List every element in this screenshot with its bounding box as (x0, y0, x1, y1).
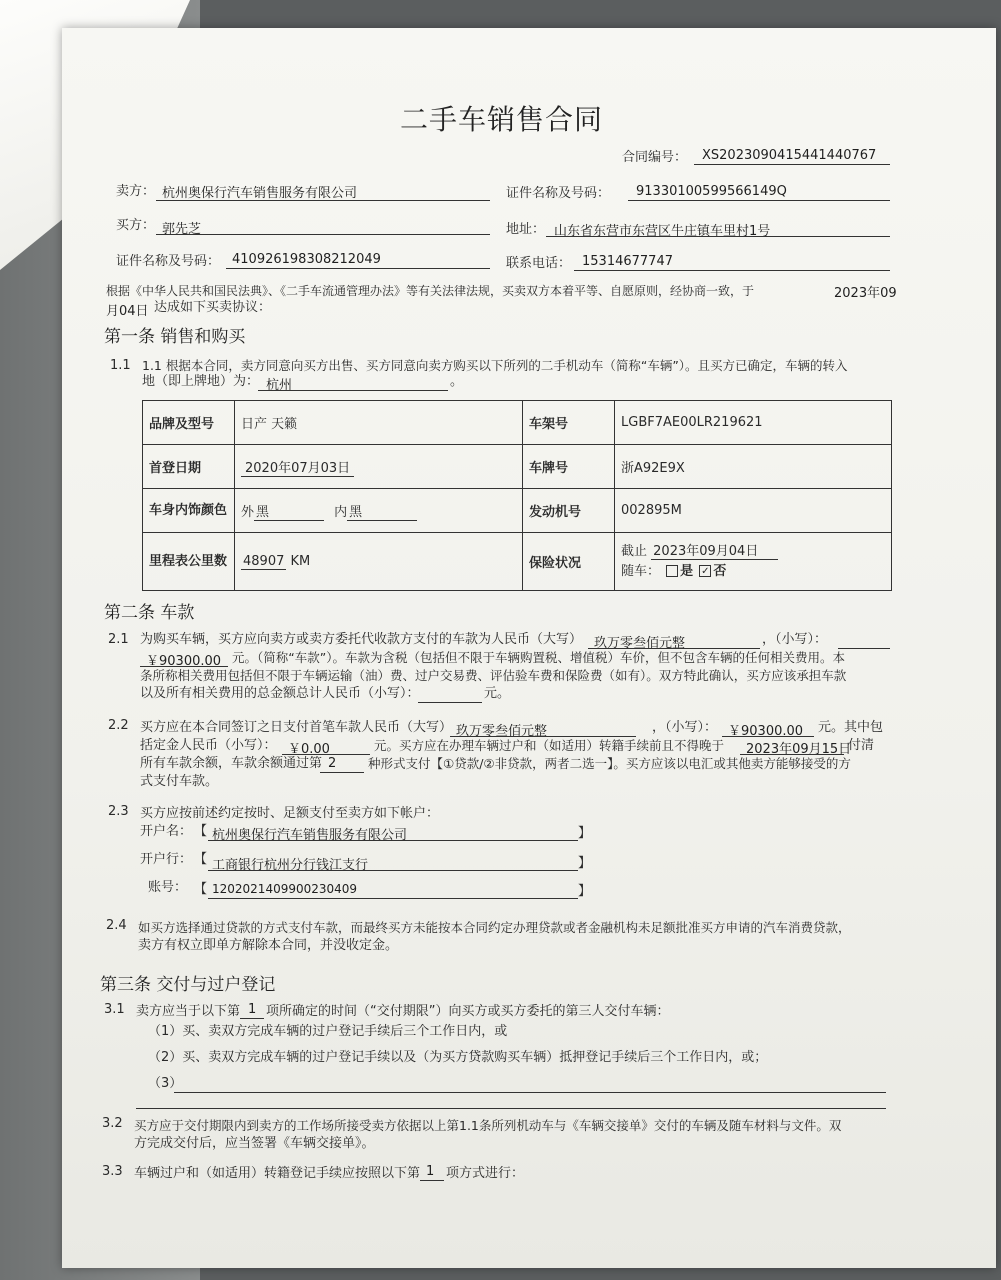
seller-label: 卖方： (116, 184, 156, 199)
brand-value: 日产 天籁 (235, 401, 523, 445)
clause-3-3-line-1b: 项方式进行： (446, 1166, 525, 1181)
insurance-no-checkbox[interactable]: ✓ (701, 566, 710, 577)
interior-label: 内 (334, 504, 348, 520)
clause-3-1-line-1b: 项所确定的时间（“交付期限”）向买方或买方委托的第三人交付车辆： (266, 1004, 670, 1019)
clause-2-4-line-2: 卖方有权立即单方解除本合同，并没收定金。 (138, 938, 399, 953)
insurance-with-row (621, 562, 885, 582)
registration-date-cell (235, 445, 523, 489)
contract-no-label: 合同编号： (622, 150, 688, 165)
underline (240, 1018, 264, 1019)
buyer-label: 买方： (116, 218, 156, 233)
underline (282, 754, 370, 755)
underline (740, 754, 844, 755)
underline (546, 236, 890, 237)
vin-value: LGBF7AE00LR219621 (615, 401, 892, 445)
clause-3-1-line-1a: 卖方应当于以下第 (136, 1004, 241, 1019)
underline (722, 736, 814, 737)
clause-number: 2.2 (108, 718, 129, 733)
underline (418, 702, 482, 703)
underline (320, 772, 364, 773)
bracket-open: 【 (194, 852, 208, 867)
preamble-date-part1: 2023年09 (834, 286, 897, 301)
account-bank-label: 开户行： (140, 852, 193, 867)
underline (208, 898, 578, 899)
underline (156, 200, 490, 201)
buyer-name: 郭先芝 (162, 222, 202, 237)
clause-2-1-line-4b: 元。 (484, 686, 511, 701)
registration-date-label: 首登日期 (143, 445, 235, 489)
bracket-open: 【 (194, 824, 208, 839)
clause-number: 3.1 (104, 1002, 125, 1017)
underline (208, 870, 578, 871)
buyer-id-label: 证件名称及号码： (116, 254, 221, 269)
vehicle-info-table (142, 400, 892, 591)
delivery-option-choice: 1 (248, 1002, 257, 1017)
account-name-label: 开户名： (140, 824, 193, 839)
first-payment-amount: ￥90300.00 (728, 724, 804, 739)
clause-2-2-line-1c: 元。其中包 (818, 720, 884, 735)
buyer-phone-label: 联系电话： (506, 256, 572, 271)
insurance-yes-checkbox[interactable] (666, 565, 678, 577)
color-label: 车身内饰颜色 (143, 489, 235, 533)
insurance-no-label: 否 (713, 563, 727, 579)
underline (258, 390, 448, 391)
clause-2-4-line-1: 如买方选择通过贷款的方式支付车款，而最终买方未能按本合同约定办理贷款或者金融机构未足额批准买方申请的汽车消费贷款， (138, 920, 851, 935)
underline (226, 268, 490, 269)
bracket-open: 【 (194, 882, 208, 897)
clause-number: 1.1 (110, 358, 131, 373)
underline (420, 1180, 444, 1181)
clause-2-2-line-1a: 买方应在本合同签订之日支付首笔车款人民币（大写） (140, 720, 453, 735)
clause-1-1-line-2: 地（即上牌地）为： (142, 374, 260, 389)
delivery-option-2: （2）买、卖双方完成车辆的过户登记手续以及（为买方贷款购买车辆）抵押登记手续后三个工作日内，或； (148, 1050, 768, 1065)
underline (140, 666, 228, 667)
buyer-address-label: 地址： (506, 222, 546, 237)
first-payment-in-words: 玖万零叁佰元整 (456, 724, 548, 739)
clause-2-2-line-2a: 括定金人民币（小写）： (140, 738, 277, 753)
seller-id-label: 证件名称及号码： (506, 186, 611, 201)
clause-2-2-line-1b: ，（小写）： (652, 720, 718, 735)
interior-color: 黑 (347, 501, 417, 521)
account-name-value: 杭州奥保行汽车销售服务有限公司 (212, 828, 408, 843)
preamble-line-2: 达成如下买卖协议： (154, 300, 272, 315)
clause-2-2-line-4: 式支付车款。 (140, 774, 219, 789)
insurance-cell (615, 533, 892, 591)
clause-number: 2.1 (108, 632, 129, 647)
engine-label: 发动机号 (523, 489, 615, 533)
mileage-unit: KM (290, 554, 311, 569)
price-in-words: 玖万零叁佰元整 (594, 636, 686, 651)
underline (174, 1092, 886, 1093)
underline (694, 164, 890, 165)
insurance-label: 保险状况 (523, 533, 615, 591)
bracket-close: 】 (578, 826, 592, 841)
article-1-title: 第一条 销售和购买 (104, 327, 246, 347)
underline (450, 736, 636, 737)
brand-label: 品牌及型号 (143, 401, 235, 445)
price-amount: ￥90300.00 (146, 654, 222, 669)
insurance-until-row (621, 542, 885, 562)
article-2-title: 第二条 车款 (104, 603, 195, 623)
payment-deadline: 2023年09月15日 (746, 742, 852, 757)
delivery-option-3: （3） (148, 1076, 183, 1091)
clause-2-3-line-1: 买方应按前述约定按时、足额支付至卖方如下帐户： (140, 806, 440, 821)
underline (574, 270, 890, 271)
buyer-id-value: 410926198308212049 (232, 252, 381, 267)
contract-page (62, 28, 996, 1268)
mileage-cell (235, 533, 523, 591)
transfer-city: 杭州 (266, 378, 293, 393)
account-bank-value: 工商银行杭州分行钱江支行 (212, 858, 369, 873)
mileage-value: 48907 (243, 554, 285, 569)
clause-2-2-line-2c: 付清 (848, 738, 875, 753)
clause-number: 2.3 (108, 804, 129, 819)
vin-label: 车架号 (523, 401, 615, 445)
insurance-with-label: 随车： (621, 563, 661, 579)
engine-value: 002895M (615, 489, 892, 533)
clause-2-1-line-2: 元。（简称“车款”）。车款为含税（包括但不限于车辆购置税、增值税）车价，但不包含车辆的任何相关费用。本 (232, 650, 845, 665)
account-number-value: 1202021409900230409 (212, 882, 358, 896)
underline (136, 1108, 886, 1109)
clause-number: 3.2 (102, 1116, 123, 1131)
bracket-close: 】 (578, 856, 592, 871)
underline (208, 840, 578, 841)
bracket-close: 】 (578, 884, 592, 899)
preamble-line-1: 根据《中华人民共和国民法典》、《二手车流通管理办法》等有关法律法规，买卖双方本着平等、自愿原则，经协商一致，于 (106, 284, 755, 298)
seller-name: 杭州奥保行汽车销售服务有限公司 (162, 186, 358, 201)
clause-3-3-line-1a: 车辆过户和（如适用）转籍登记手续应按照以下第 (134, 1166, 421, 1181)
payment-method-choice: 2 (328, 756, 337, 771)
document-title: 二手车销售合同 (400, 103, 604, 136)
exterior-label: 外 (241, 504, 255, 520)
color-cell (235, 489, 523, 533)
transfer-option-choice: 1 (426, 1164, 435, 1179)
underline (156, 234, 490, 235)
delivery-option-1: （1）买、卖双方完成车辆的过户登记手续后三个工作日内，或 (148, 1024, 508, 1039)
clause-3-2-line-2: 方完成交付后，应当签署《车辆交接单》。 (134, 1136, 375, 1151)
exterior-color: 黑 (254, 501, 324, 521)
clause-end-mark: 。 (450, 374, 464, 389)
registration-date-value: 2020年07月03日 (241, 461, 354, 477)
clause-2-1-line-1a: 为购买车辆，买方应向卖方或卖方委托代收款方支付的车款为人民币（大写） (140, 632, 583, 647)
underline (588, 648, 760, 649)
clause-2-2-line-3a: 所有车款余额，车款余额通过第 (140, 756, 323, 771)
underline (838, 648, 890, 649)
underline (628, 200, 890, 201)
clause-number: 3.3 (102, 1164, 123, 1179)
account-number-label: 账号： (148, 880, 188, 895)
seller-id-value: 91330100599566149Q (636, 184, 787, 199)
clause-2-1-line-3: 条所称相关费用包括但不限于车辆运输（油）费、过户交易费、评估验车费和保险费（如有）。双方特此确认，买方应该承担车款 (140, 668, 847, 683)
mileage-label: 里程表公里数 (143, 533, 235, 591)
preamble-date-part2: 月04日 (106, 304, 149, 319)
clause-number: 2.4 (106, 918, 127, 933)
deposit-amount: ￥0.00 (288, 742, 330, 757)
plate-value: 浙A92E9X (615, 445, 892, 489)
clause-1-1-line-1: 1.1 根据本合同，卖方同意向买方出售、买方同意向卖方购买以下所列的二手机动车（简称“车辆”）。且买方已确定，车辆的转入 (142, 358, 848, 373)
clause-2-2-line-2b: 元。买方应在办理车辆过户和（如适用）转籍手续前且不得晚于 (374, 738, 725, 753)
buyer-phone-value: 15314677747 (582, 254, 673, 269)
clause-2-1-line-1b: ，（小写）： (762, 632, 828, 647)
clause-2-2-line-3b: 种形式支付【①贷款/②非贷款，两者二选一】。买方应该以电汇或其他卖方能够接受的方 (368, 756, 851, 771)
buyer-address-value: 山东省东营市东营区牛庄镇车里村1号 (554, 224, 771, 239)
plate-label: 车牌号 (523, 445, 615, 489)
contract-no-value: XS2023090415441440767 (702, 148, 877, 163)
clause-2-1-line-4: 以及所有相关费用的总金额总计人民币（小写）： (140, 686, 420, 701)
clause-3-2-line-1: 买方应于交付期限内到卖方的工作场所接受卖方依据以上第1.1条所列机动车与《车辆交接单》交付的车辆及随车材料与文件。双 (134, 1118, 842, 1133)
article-3-title: 第三条 交付与过户登记 (100, 975, 276, 995)
insurance-until-label: 截止 (621, 543, 648, 559)
insurance-until-value: 2023年09月04日 (651, 544, 778, 560)
insurance-yes-label: 是 (680, 563, 694, 579)
